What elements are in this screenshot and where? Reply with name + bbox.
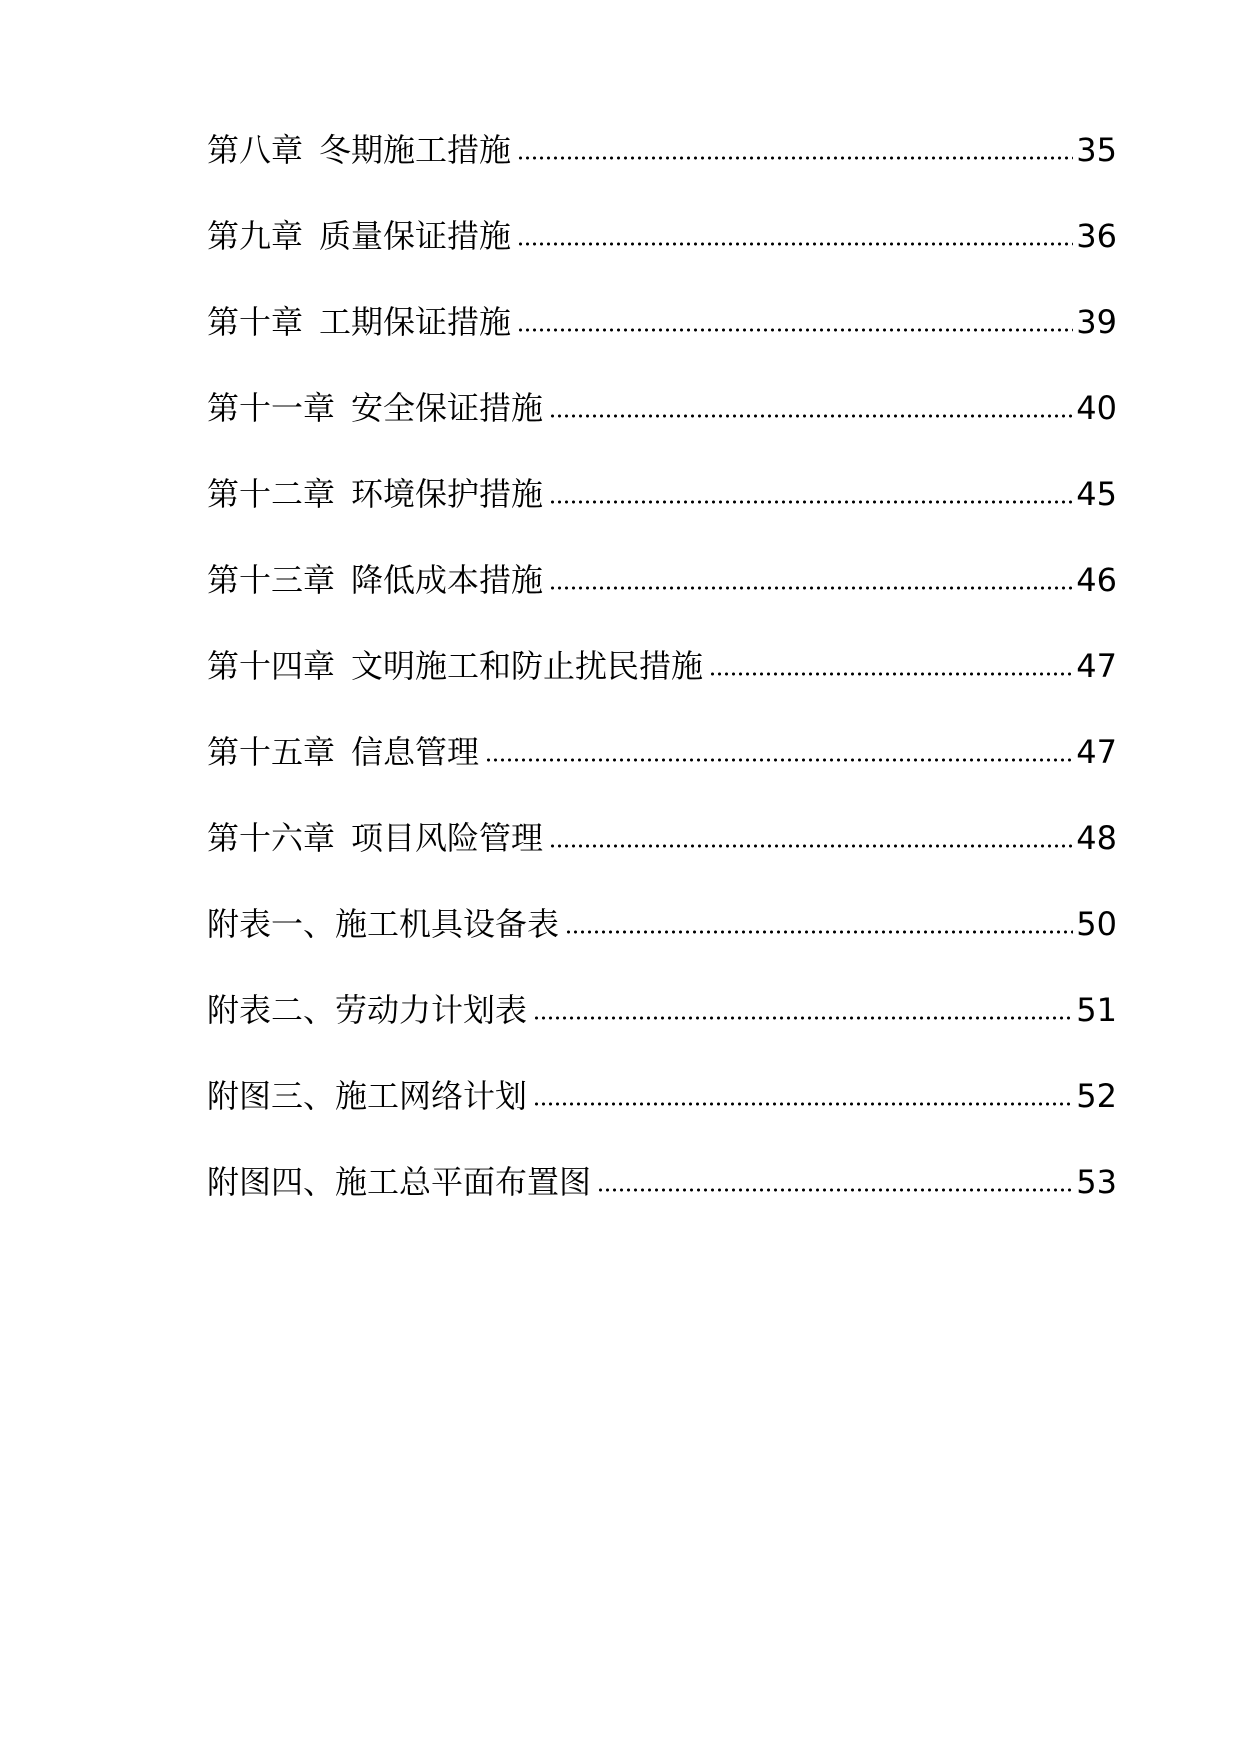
toc-entry-page-number: 36: [1076, 217, 1117, 255]
toc-entry-chapter-9[interactable]: [207, 204, 1117, 290]
dot-leader: [709, 672, 1073, 676]
toc-entry-chapter-8[interactable]: [207, 118, 1117, 204]
toc-entry-title: 工期保证措施: [319, 303, 512, 341]
toc-entry-title: 文明施工和防止扰民措施: [351, 647, 704, 685]
toc-entry-title: 项目风险管理: [351, 819, 544, 857]
toc-entry-chapter-13[interactable]: [207, 548, 1117, 634]
toc-entry-title: 安全保证措施: [351, 389, 544, 427]
dot-leader: [565, 930, 1073, 934]
toc-entry-page-number: 53: [1076, 1163, 1117, 1201]
toc-entry-title: 冬期施工措施: [319, 131, 512, 169]
toc-entry-page-number: 48: [1076, 819, 1117, 857]
dot-leader: [549, 414, 1073, 418]
table-of-contents: [207, 118, 1117, 1236]
toc-entry-prefix: 第九章: [207, 217, 304, 255]
toc-entry-prefix: 第十六章: [207, 819, 336, 857]
toc-entry-title: 降低成本措施: [351, 561, 544, 599]
toc-entry-prefix: 第八章: [207, 131, 304, 169]
dot-leader: [533, 1016, 1073, 1020]
toc-entry-prefix: 第十二章: [207, 475, 336, 513]
toc-entry-page-number: 51: [1076, 991, 1117, 1029]
toc-entry-page-number: 47: [1076, 647, 1117, 685]
toc-entry-title: 质量保证措施: [319, 217, 512, 255]
dot-leader: [597, 1188, 1073, 1192]
toc-entry-title: 环境保护措施: [351, 475, 544, 513]
dot-leader: [517, 328, 1073, 332]
toc-entry-title: 施工网络计划: [335, 1077, 528, 1115]
toc-entry-title: 施工机具设备表: [335, 905, 560, 943]
toc-entry-chapter-11[interactable]: [207, 376, 1117, 462]
dot-leader: [549, 500, 1073, 504]
toc-entry-page-number: 35: [1076, 131, 1117, 169]
toc-entry-title: 施工总平面布置图: [335, 1163, 592, 1201]
toc-entry-page-number: 39: [1076, 303, 1117, 341]
toc-entry-appendix-figure-3[interactable]: [207, 1064, 1117, 1150]
toc-entry-appendix-table-2[interactable]: [207, 978, 1117, 1064]
dot-leader: [549, 586, 1073, 590]
toc-entry-page-number: 45: [1076, 475, 1117, 513]
toc-entry-prefix: 第十一章: [207, 389, 336, 427]
toc-entry-page-number: 47: [1076, 733, 1117, 771]
toc-entry-title: 信息管理: [351, 733, 480, 771]
dot-leader: [485, 758, 1073, 762]
toc-entry-prefix: 第十三章: [207, 561, 336, 599]
toc-entry-chapter-14[interactable]: [207, 634, 1117, 720]
toc-entry-page-number: 40: [1076, 389, 1117, 427]
dot-leader: [533, 1102, 1073, 1106]
toc-entry-prefix: 附表二、: [207, 991, 336, 1029]
toc-entry-prefix: 附图三、: [207, 1077, 336, 1115]
toc-entry-page-number: 46: [1076, 561, 1117, 599]
toc-entry-prefix: 附图四、: [207, 1163, 336, 1201]
toc-entry-prefix: 附表一、: [207, 905, 336, 943]
toc-entry-chapter-16[interactable]: [207, 806, 1117, 892]
toc-entry-appendix-figure-4[interactable]: [207, 1150, 1117, 1236]
toc-entry-page-number: 50: [1076, 905, 1117, 943]
toc-entry-chapter-10[interactable]: [207, 290, 1117, 376]
dot-leader: [517, 242, 1073, 246]
toc-entry-page-number: 52: [1076, 1077, 1117, 1115]
toc-entry-chapter-12[interactable]: [207, 462, 1117, 548]
toc-entry-prefix: 第十四章: [207, 647, 336, 685]
toc-entry-prefix: 第十章: [207, 303, 304, 341]
toc-entry-chapter-15[interactable]: [207, 720, 1117, 806]
toc-entry-appendix-table-1[interactable]: [207, 892, 1117, 978]
dot-leader: [517, 156, 1073, 160]
dot-leader: [549, 844, 1073, 848]
toc-entry-prefix: 第十五章: [207, 733, 336, 771]
toc-entry-title: 劳动力计划表: [335, 991, 528, 1029]
